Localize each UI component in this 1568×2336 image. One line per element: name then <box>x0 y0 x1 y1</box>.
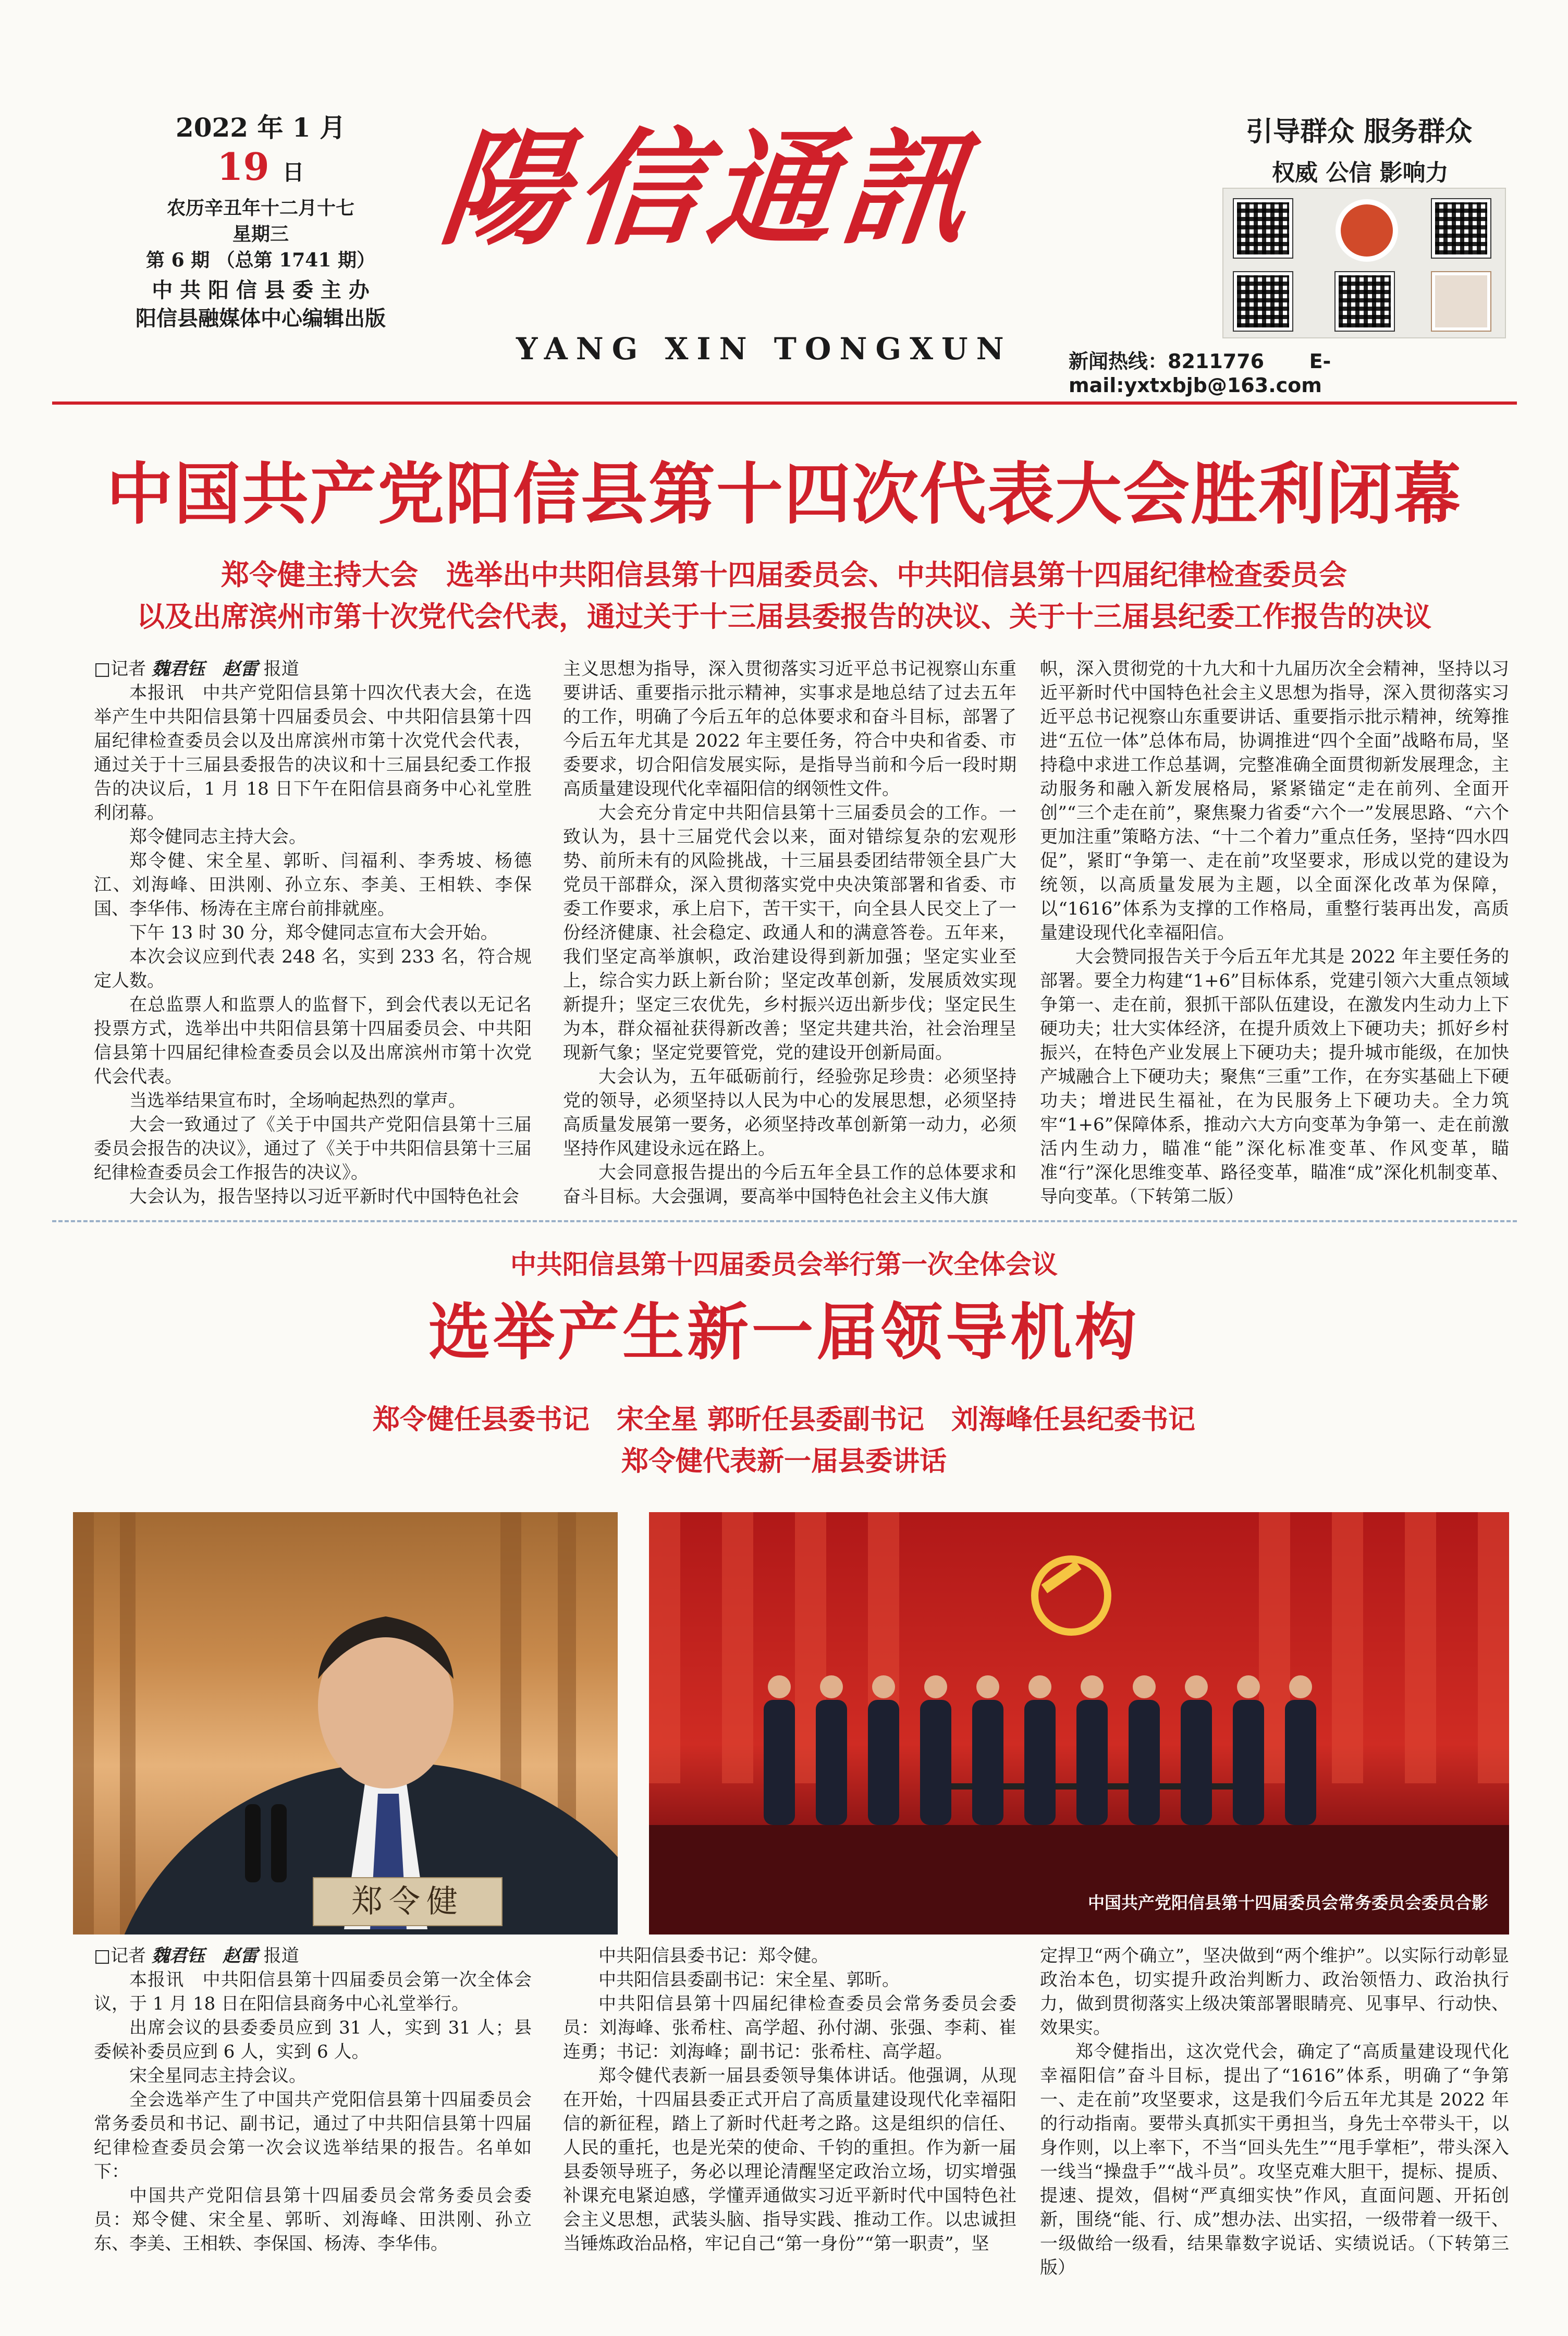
masthead-dateblock <box>94 107 427 333</box>
paragraph: 大会充分肯定中共阳信县第十三届委员会的工作。一致认为，县十三届党代会以来，面对错综复杂的宏观形势、前所未有的风险挑战，十三届县委团结带领全县广大党员干部群众，深入贯彻落实党中央决策部署和省委、市委工作要求，承上启下，苦干实干，向全县人民交上了一份经济健康、社会稳定、政通人和的满意答卷。五年来，我们坚定高举旗帜，政治建设得到新加强；坚定实业至上，综合实力跃上新台阶；坚定改革创新，发展质效实现新提升；坚定三农优先，乡村振兴迈出新步伐；坚定民生为本，群众福祉获得新改善；坚定共建共治，社会治理呈现新气象；坚定党要管党，党的建设开创新局面。 <box>563 802 1016 1063</box>
speaker-nameplate: 郑令健 <box>313 1877 503 1926</box>
speaker-illustration <box>73 1512 618 1935</box>
slogan: 引导群众 服务群众 <box>1246 116 1473 148</box>
paragraph: 全会选举产生了中国共产党阳信县第十四届委员会常务委员和书记、副书记，通过了中共阳信县第十四届纪律检查委员会第一次会议选举结果的报告。名单如下： <box>94 2089 532 2182</box>
paragraph: 郑令健同志主持大会。 <box>129 826 307 847</box>
emblem-icon <box>1432 272 1490 331</box>
paragraph: 下午 13 时 30 分，郑令健同志宣布大会开始。 <box>129 922 498 943</box>
lead-column-1 <box>94 657 532 1209</box>
qr-code-icon <box>1234 272 1292 331</box>
paragraph: 宋全星同志主持会议。 <box>129 2065 307 2086</box>
email-address: E-mail:yxtxbjb@163.com <box>1069 350 1331 397</box>
paragraph: 大会认为，五年砥砺前行，经验弥足珍贵：必须坚持党的领导，必须坚持以人民为中心的发展思想，必须坚持高质量发展第一要务，必须坚持改革创新第一动力，必须坚持作风建设永远在路上。 <box>563 1066 1016 1159</box>
date-day-number: 19 <box>217 144 270 189</box>
second-byline <box>94 1944 532 1968</box>
qr-code-panel <box>1222 188 1506 338</box>
paragraph: 中共阳信县委书记：郑令健。 <box>598 1945 829 1966</box>
sponsor-org: 中 共 阳 信 县 委 主 办 <box>152 278 370 302</box>
lead-column-2 <box>563 657 1016 1209</box>
paragraph: 本报讯 中共产党阳信县第十四次代表大会，在选举产生中共阳信县第十四届委员会、中共阳信县第十四届纪律检查委员会以及出席滨州市第十次党代会代表，通过关于十三届县委报告的决议和十三届县纪委工作报告的决议后，1 月 18 日下午在阳信县商务中心礼堂胜利闭幕。 <box>94 683 532 823</box>
paragraph: 郑令健指出，这次党代会，确定了“高质量建设现代化幸福阳信”奋斗目标，提出了“1616”体系，明确了“争第一、走在前”攻坚要求，这是我们今后五年尤其是 2022 年的行动指南。要带头真抓实干勇担当，身先士卒带头干，以身作则，以上率下，不当“回头先生”“甩手掌柜”，带头深入一线当“操盘手”“战斗员”。攻坚克难大胆干，提标、提质、提速、提效，倡树“严真细实快”作风，直面问题、开拓创新，围绕“能、行、成”想办法、出实招，一级带着一级干、一级做给一级看，结果靠数字说话、实绩说话。（下转第三版） <box>1040 2041 1509 2278</box>
paragraph: 中国共产党阳信县第十四届委员会常务委员会委员：郑令健、宋全星、郭昕、刘海峰、田洪刚、孙立东、李美、王相轶、李保国、杨涛、李华伟。 <box>94 2185 532 2254</box>
paragraph: 大会一致通过了《关于中国共产党阳信县第十三届委员会报告的决议》，通过了《关于中共阳信县第十三届纪律检查委员会工作报告的决议》。 <box>94 1114 532 1183</box>
paragraph: 当选举结果宣布时，全场响起热烈的掌声。 <box>129 1090 466 1111</box>
paragraph: 帜，深入贯彻党的十九大和十九届历次全会精神，坚持以习近平新时代中国特色社会主义思想为指导，深入贯彻落实习近平总书记视察山东重要讲话、重要指示批示精神，统筹推进“五位一体”总体布局，协调推进“四个全面”战略布局，坚持稳中求进工作总基调，完整准确全面贯彻新发展理念，主动服务和融入新发展格局，紧紧锚定“走在前列、全面开创”“三个走在前”，聚焦聚力省委“六个一”发展思路、“六个更加注重”策略方法、“十二个着力”重点任务，坚持“四水四促”，紧盯“争第一、走在前”攻坚要求，形成以党的建设为统领，以高质量发展为主题，以全面深化改革为保障，以“1616”体系为支撑的工作格局，重整行装再出发，高质量建设现代化幸福阳信。 <box>1040 659 1509 943</box>
group-photo-illustration <box>649 1512 1509 1935</box>
second-deck-1: 郑令健任县委书记 宋全星 郭昕任县委副书记 刘海峰任县纪委书记 <box>372 1404 1196 1435</box>
lead-headline: 中国共产党阳信县第十四次代表大会胜利闭幕 <box>106 456 1462 533</box>
story-divider <box>52 1220 1517 1222</box>
paragraph: 主义思想为指导，深入贯彻落实习近平总书记视察山东重要讲话、重要指示批示精神，实事求是地总结了过去五年的工作，明确了今后五年的总体要求和奋斗目标，部署了今后五年尤其是 2022 年主要任务，符合中央和省委、市委要求，切合阳信发展实际，是指导当前和今后一段时期高质量建设现代化幸福阳信的纲领性文件。 <box>563 659 1016 799</box>
newspaper-subtitle: YANG XIN TONGXUN <box>516 331 1012 367</box>
newspaper-title: 陽信通訊 <box>434 115 984 262</box>
paragraph: 本次会议应到代表 248 名，实到 233 名，符合规定人数。 <box>94 946 532 991</box>
slogan-secondary: 权威 公信 影响力 <box>1272 160 1449 186</box>
qr-code-icon <box>1234 199 1292 258</box>
paragraph: 大会同意报告提出的今后五年全县工作的总体要求和奋斗目标。大会强调，要高举中国特色社会主义伟大旗 <box>563 1162 1016 1207</box>
second-column-2 <box>563 1944 1016 2256</box>
issue-number: 第 6 期 （总第 1741 期） <box>146 249 375 271</box>
paragraph: 郑令健代表新一届县委领导集体讲话。他强调，从现在开始，十四届县委正式开启了高质量建设现代化幸福阳信的新征程，踏上了新时代赶考之路。这是组织的信任、人民的重托，也是光荣的使命、千钧的重担。作为新一届县委领导班子，务必以理论清醒坚定政治立场，切实增强补课充电紧迫感，学懂弄通做实习近平新时代中国特色社会主义思想，武装头脑、指导实践、推动工作。以忠诚担当锤炼政治品格，牢记自己“第一身份”“第一职责”，坚 <box>563 2065 1016 2254</box>
second-column-1 <box>94 1944 532 2256</box>
second-headline: 选举产生新一届领导机构 <box>428 1296 1140 1368</box>
masthead-divider <box>52 402 1517 405</box>
lead-byline <box>94 657 532 681</box>
qr-code-icon <box>1432 199 1490 258</box>
date-line: 2022 年 1 月 <box>175 112 346 143</box>
paragraph: 郑令健、宋全星、郭昕、闫福利、李秀坡、杨德江、刘海峰、田洪刚、孙立东、李美、王相轶、李保国、李华伟、杨涛在主席台前排就座。 <box>94 850 532 919</box>
lunar-date: 农历辛丑年十二月十七 <box>166 197 354 219</box>
byline-suffix: 报道 <box>263 659 299 679</box>
byline-suffix: 报道 <box>263 1945 299 1966</box>
qr-code-icon <box>1336 272 1394 331</box>
byline-prefix: □记者 <box>94 659 146 679</box>
publisher-org: 阳信县融媒体中心编辑出版 <box>136 306 386 331</box>
lead-column-3 <box>1040 657 1509 1209</box>
second-column-3 <box>1040 1944 1509 2280</box>
newspaper-logo <box>434 89 1043 367</box>
group-photo-caption: 中国共产党阳信县第十四届委员会常务委员会委员合影 <box>1087 1893 1488 1913</box>
weekday: 星期三 <box>232 223 289 245</box>
lead-subhead-2: 以及出席滨州市第十次党代会代表，通过关于十三届县委报告的决议、关于十三届县纪委工作报告的决议 <box>137 600 1431 633</box>
paragraph: 出席会议的县委委员应到 31 人，实到 31 人；县委候补委员应到 6 人，实到 6 人。 <box>94 2017 532 2062</box>
paragraph: 中共阳信县第十四届纪律检查委员会常务委员会委员：刘海峰、张希柱、高学超、孙付湖、张强、李莉、崔连勇；书记：刘海峰；副书记：张希柱、高学超。 <box>563 1993 1016 2062</box>
contact-line <box>1069 345 1568 397</box>
group-photo <box>649 1512 1509 1935</box>
second-deck-2: 郑令健代表新一届县委讲话 <box>621 1445 947 1477</box>
app-logo-icon <box>1336 199 1398 262</box>
news-hotline: 新闻热线：8211776 <box>1069 350 1265 373</box>
second-kicker: 中共阳信县第十四届委员会举行第一次全体会议 <box>510 1249 1058 1280</box>
paragraph: 定捍卫“两个确立”，坚决做到“两个维护”。以实际行动彰显政治本色，切实提升政治判断力、政治领悟力、政治执行力，做到贯彻落实上级决策部署眼睛亮、见事早、行动快、效果实。 <box>1040 1945 1509 2038</box>
byline-prefix: □记者 <box>94 1945 146 1966</box>
byline-names: 魏君钰 赵雷 <box>151 659 258 679</box>
paragraph: 大会赞同报告关于今后五年尤其是 2022 年主要任务的部署。要全力构建“1+6”目标体系，党建引领六大重点领域争第一、走在前，狠抓干部队伍建设，在激发内生动力上下硬功夫；壮大实体经济，在提升质效上下硬功夫；抓好乡村振兴，在特色产业发展上下硬功夫；提升城市能级，在加快产城融合上下硬功夫；聚焦“三重”工作，在夯实基础上下硬功夫；增进民生福祉，在为民服务上下硬功夫。全力筑牢“1+6”保障体系，推动六大方向变革为争第一、走在前激活内生动力，瞄准“能”深化标准变革、作风变革，瞄准“行”深化思维变革、路径变革，瞄准“成”深化机制变革、导向变革。（下转第二版） <box>1040 946 1509 1207</box>
paragraph: 大会认为，报告坚持以习近平新时代中国特色社会 <box>129 1186 519 1207</box>
date-day-unit: 日 <box>282 160 304 185</box>
byline-names: 魏君钰 赵雷 <box>151 1945 258 1966</box>
paragraph: 中共阳信县委副书记：宋全星、郭昕。 <box>598 1969 900 1990</box>
paragraph: 本报讯 中共阳信县第十四届委员会第一次全体会议，于 1 月 18 日在阳信县商务中心礼堂举行。 <box>94 1969 532 2014</box>
lead-subhead-1: 郑令健主持大会 选举出中共阳信县第十四届委员会、中共阳信县第十四届纪律检查委员会 <box>221 558 1347 591</box>
paragraph: 在总监票人和监票人的监督下，到会代表以无记名投票方式，选举出中共阳信县第十四届委员会、中共阳信县第十四届纪律检查委员会以及出席滨州市第十次党代会代表。 <box>94 994 532 1087</box>
speaker-photo <box>73 1512 618 1935</box>
date-day <box>94 144 427 195</box>
